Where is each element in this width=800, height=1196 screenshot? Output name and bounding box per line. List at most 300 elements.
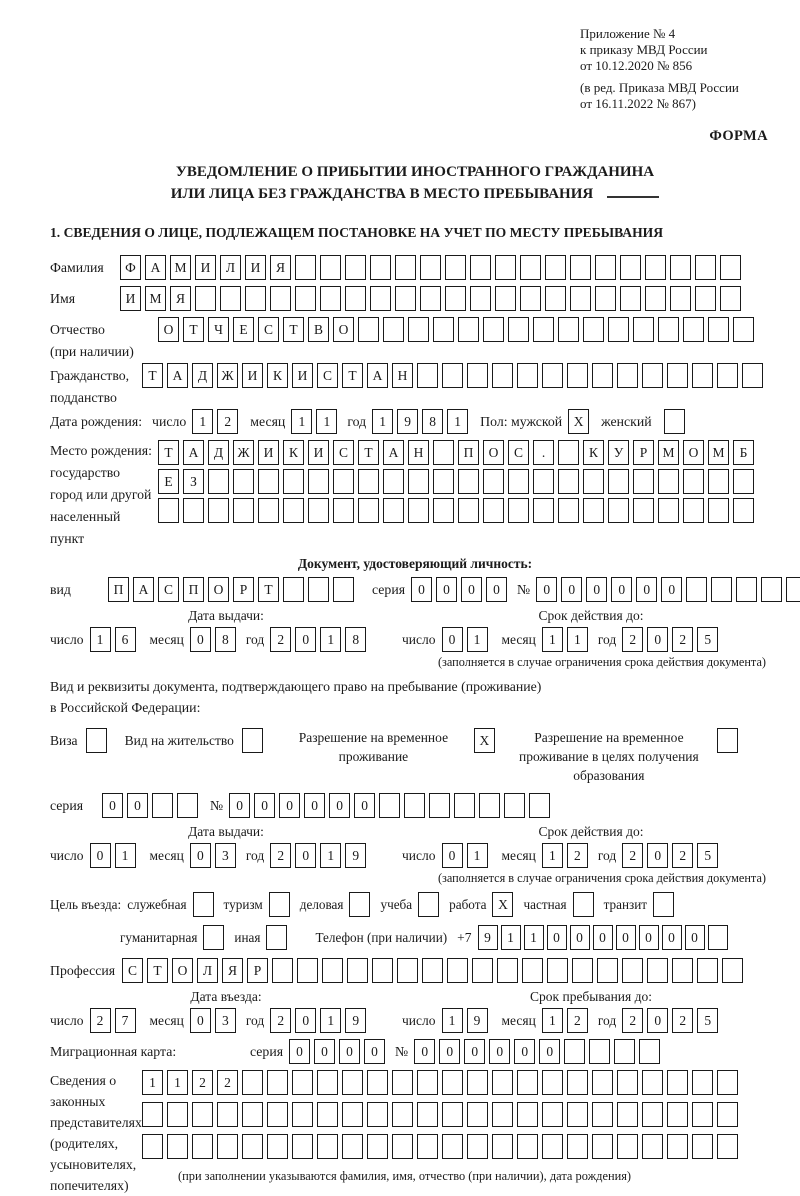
purpose-business-checkbox bbox=[349, 892, 370, 917]
char-cell bbox=[458, 317, 479, 342]
char-cell bbox=[442, 1102, 463, 1127]
surname-label: Фамилия bbox=[50, 260, 104, 275]
char-cell: 1 bbox=[524, 925, 544, 950]
identity-doc-heading: Документ, удостоверяющий личность: bbox=[297, 556, 533, 571]
char-cell: О bbox=[483, 440, 504, 465]
char-cell: 1 bbox=[316, 409, 337, 434]
char-cell: 6 bbox=[115, 627, 136, 652]
char-cell bbox=[533, 498, 554, 523]
entry-date-group bbox=[50, 1008, 402, 1033]
char-cell bbox=[333, 469, 354, 494]
residence-doc-options bbox=[50, 728, 780, 785]
issue-year-label: год bbox=[245, 632, 265, 647]
char-cell: К bbox=[583, 440, 604, 465]
char-cell: С bbox=[122, 958, 143, 983]
char-cell bbox=[317, 1134, 338, 1159]
char-cell: А bbox=[367, 363, 388, 388]
residence-expiry-month-cells bbox=[542, 843, 592, 868]
ref-line-3: от 10.12.2020 № 856 bbox=[580, 58, 693, 73]
migration-number-label: № bbox=[395, 1044, 409, 1059]
stay-until-title: Срок пребывания до: bbox=[530, 989, 652, 1004]
char-cell: О bbox=[158, 317, 179, 342]
char-cell bbox=[717, 1102, 738, 1127]
char-cell bbox=[508, 469, 529, 494]
char-cell bbox=[658, 469, 679, 494]
char-cell bbox=[320, 255, 341, 280]
char-cell: 0 bbox=[570, 925, 590, 950]
surname-row bbox=[50, 255, 780, 280]
birth-place-cells-row-2 bbox=[158, 469, 758, 494]
char-cell: 1 bbox=[142, 1070, 163, 1095]
char-cell bbox=[167, 1134, 188, 1159]
char-cell bbox=[192, 1134, 213, 1159]
patronymic-label-line: Отчество bbox=[50, 322, 105, 337]
char-cell bbox=[720, 286, 741, 311]
char-cell: Е bbox=[158, 469, 179, 494]
char-cell: Е bbox=[233, 317, 254, 342]
char-cell: О bbox=[208, 577, 229, 602]
char-cell bbox=[372, 958, 393, 983]
residence-series-label: серия bbox=[50, 798, 84, 813]
issue-month-label: месяц bbox=[149, 632, 184, 647]
char-cell: 2 bbox=[672, 1008, 693, 1033]
char-cell bbox=[283, 469, 304, 494]
phone-prefix: +7 bbox=[457, 930, 472, 945]
char-cell bbox=[595, 255, 616, 280]
residence-issue-day-cells bbox=[90, 843, 140, 868]
temp-residence-permit-checkbox: X bbox=[474, 728, 495, 753]
char-cell: 0 bbox=[436, 577, 457, 602]
char-cell bbox=[433, 469, 454, 494]
patronymic-label bbox=[50, 317, 158, 361]
char-cell: 1 bbox=[467, 627, 488, 652]
char-cell bbox=[533, 317, 554, 342]
char-cell bbox=[495, 255, 516, 280]
char-cell bbox=[492, 1134, 513, 1159]
char-cell bbox=[467, 1070, 488, 1095]
char-cell: 0 bbox=[442, 843, 463, 868]
residence-doc-intro-line-2: в Российской Федерации: bbox=[50, 700, 201, 715]
form-title-line-2-text: ИЛИ ЛИЦА БЕЗ ГРАЖДАНСТВА В МЕСТО ПРЕБЫВАНИЯ bbox=[170, 186, 594, 202]
expiry-month-label: месяц bbox=[501, 632, 536, 647]
birth-place-cells-row-1 bbox=[158, 440, 758, 465]
purpose-study-label: учеба bbox=[380, 897, 413, 912]
residence-number-cells bbox=[229, 793, 554, 818]
char-cell bbox=[508, 498, 529, 523]
char-cell bbox=[467, 1102, 488, 1127]
char-cell: . bbox=[533, 440, 554, 465]
char-cell: А bbox=[183, 440, 204, 465]
char-cell: С bbox=[258, 317, 279, 342]
issue-month-cells bbox=[190, 627, 240, 652]
char-cell: К bbox=[283, 440, 304, 465]
representatives-cells-row-3 bbox=[142, 1134, 742, 1159]
char-cell bbox=[722, 958, 743, 983]
char-cell bbox=[417, 1102, 438, 1127]
char-cell: 1 bbox=[467, 843, 488, 868]
patronymic-row bbox=[50, 317, 780, 361]
char-cell: 9 bbox=[345, 1008, 366, 1033]
char-cell bbox=[592, 1070, 613, 1095]
char-cell bbox=[692, 1102, 713, 1127]
birth-place-rows bbox=[158, 440, 758, 550]
representatives-label-2: законных bbox=[50, 1094, 106, 1109]
char-cell bbox=[683, 469, 704, 494]
char-cell: 0 bbox=[647, 1008, 668, 1033]
form-title-line-1: УВЕДОМЛЕНИЕ О ПРИБЫТИИ ИНОСТРАННОГО ГРАЖДАНИНА bbox=[175, 164, 655, 180]
stay-year-cells bbox=[622, 1008, 722, 1033]
char-cell: А bbox=[167, 363, 188, 388]
char-cell: 0 bbox=[539, 1039, 560, 1064]
birth-place-label-4: населенный пункт bbox=[50, 509, 121, 546]
residence-issue-day-label: число bbox=[50, 848, 84, 863]
char-cell bbox=[617, 1134, 638, 1159]
char-cell bbox=[572, 958, 593, 983]
char-cell bbox=[642, 1102, 663, 1127]
char-cell bbox=[620, 286, 641, 311]
char-cell: 0 bbox=[647, 627, 668, 652]
char-cell: 0 bbox=[339, 1039, 360, 1064]
char-cell: Л bbox=[197, 958, 218, 983]
char-cell: 0 bbox=[127, 793, 148, 818]
char-cell bbox=[208, 469, 229, 494]
purpose-work-label: работа bbox=[449, 897, 487, 912]
doc-series-cells bbox=[411, 577, 511, 602]
char-cell: 0 bbox=[364, 1039, 385, 1064]
char-cell bbox=[667, 1102, 688, 1127]
char-cell: 1 bbox=[167, 1070, 188, 1095]
char-cell bbox=[397, 958, 418, 983]
issue-date-title: Дата выдачи: bbox=[188, 608, 264, 623]
char-cell: 0 bbox=[439, 1039, 460, 1064]
char-cell bbox=[686, 577, 707, 602]
char-cell bbox=[195, 286, 216, 311]
char-cell: Д bbox=[192, 363, 213, 388]
char-cell bbox=[567, 363, 588, 388]
expiry-year-label: год bbox=[597, 632, 617, 647]
char-cell bbox=[733, 469, 754, 494]
char-cell bbox=[370, 255, 391, 280]
representatives-label-5: усыновителях, bbox=[50, 1157, 137, 1172]
char-cell: Ж bbox=[233, 440, 254, 465]
entry-purpose-row-2 bbox=[50, 925, 780, 950]
char-cell: Р bbox=[233, 577, 254, 602]
char-cell bbox=[322, 958, 343, 983]
char-cell bbox=[692, 1134, 713, 1159]
char-cell bbox=[333, 498, 354, 523]
migration-series-label: серия bbox=[250, 1044, 284, 1059]
char-cell bbox=[542, 1102, 563, 1127]
char-cell bbox=[295, 286, 316, 311]
char-cell: 0 bbox=[354, 793, 375, 818]
char-cell bbox=[614, 1039, 635, 1064]
char-cell bbox=[742, 363, 763, 388]
char-cell: Т bbox=[358, 440, 379, 465]
char-cell: 0 bbox=[514, 1039, 535, 1064]
char-cell bbox=[483, 469, 504, 494]
entry-date-title: Дата въезда: bbox=[190, 989, 262, 1004]
residence-doc-intro-line-1: Вид и реквизиты документа, подтверждающего право на пребывание (проживание) bbox=[50, 679, 542, 694]
char-cell bbox=[529, 793, 550, 818]
char-cell bbox=[708, 925, 728, 950]
char-cell: Н bbox=[392, 363, 413, 388]
citizenship-cells bbox=[142, 363, 767, 388]
birth-day-cells bbox=[192, 409, 242, 434]
char-cell bbox=[595, 286, 616, 311]
char-cell bbox=[370, 286, 391, 311]
char-cell bbox=[517, 1134, 538, 1159]
char-cell bbox=[192, 1102, 213, 1127]
char-cell bbox=[447, 958, 468, 983]
char-cell bbox=[283, 498, 304, 523]
char-cell bbox=[583, 469, 604, 494]
char-cell bbox=[142, 1102, 163, 1127]
migration-card-label: Миграционная карта: bbox=[50, 1044, 177, 1059]
char-cell bbox=[208, 498, 229, 523]
char-cell bbox=[272, 958, 293, 983]
char-cell: 1 bbox=[501, 925, 521, 950]
purpose-official-checkbox bbox=[193, 892, 214, 917]
char-cell: В bbox=[308, 317, 329, 342]
char-cell: 7 bbox=[115, 1008, 136, 1033]
char-cell: П bbox=[183, 577, 204, 602]
char-cell bbox=[692, 1070, 713, 1095]
char-cell bbox=[395, 255, 416, 280]
char-cell: 2 bbox=[567, 1008, 588, 1033]
char-cell: 3 bbox=[215, 1008, 236, 1033]
entry-year-label: год bbox=[245, 1013, 265, 1028]
char-cell: 0 bbox=[442, 627, 463, 652]
char-cell: 1 bbox=[542, 843, 563, 868]
char-cell bbox=[542, 363, 563, 388]
char-cell: 0 bbox=[486, 577, 507, 602]
char-cell: Т bbox=[142, 363, 163, 388]
char-cell bbox=[733, 498, 754, 523]
char-cell bbox=[320, 286, 341, 311]
char-cell bbox=[367, 1070, 388, 1095]
purpose-tourism-checkbox bbox=[269, 892, 290, 917]
purpose-official-label: служебная bbox=[127, 897, 187, 912]
residence-issue-month-label: месяц bbox=[149, 848, 184, 863]
char-cell bbox=[308, 469, 329, 494]
char-cell: И bbox=[245, 255, 266, 280]
char-cell bbox=[642, 1134, 663, 1159]
char-cell: 2 bbox=[567, 843, 588, 868]
char-cell: 0 bbox=[536, 577, 557, 602]
char-cell: 1 bbox=[192, 409, 213, 434]
representatives-label-3: представителях bbox=[50, 1115, 142, 1130]
char-cell bbox=[454, 793, 475, 818]
gender-male-label: Пол: мужской bbox=[480, 414, 563, 429]
doc-number-cells bbox=[536, 577, 800, 602]
char-cell bbox=[670, 286, 691, 311]
temp-residence-education-label: Разрешение на временное проживание в целях получения образования bbox=[519, 730, 699, 783]
char-cell: П bbox=[458, 440, 479, 465]
ref-edition-line-1: (в ред. Приказа МВД России bbox=[580, 80, 739, 95]
birth-place-label-3: город или другой bbox=[50, 487, 152, 502]
expiry-date-group bbox=[402, 627, 780, 652]
char-cell bbox=[592, 363, 613, 388]
char-cell bbox=[292, 1134, 313, 1159]
char-cell: 0 bbox=[314, 1039, 335, 1064]
representatives-labels bbox=[50, 1070, 142, 1196]
char-cell bbox=[645, 255, 666, 280]
char-cell bbox=[383, 317, 404, 342]
representatives-block bbox=[50, 1070, 780, 1196]
char-cell bbox=[545, 255, 566, 280]
char-cell: Я bbox=[270, 255, 291, 280]
char-cell: С bbox=[508, 440, 529, 465]
migration-series-cells bbox=[289, 1039, 389, 1064]
char-cell bbox=[617, 1070, 638, 1095]
char-cell bbox=[317, 1102, 338, 1127]
char-cell bbox=[708, 317, 729, 342]
char-cell: Р bbox=[247, 958, 268, 983]
char-cell: Д bbox=[208, 440, 229, 465]
char-cell bbox=[152, 793, 173, 818]
char-cell bbox=[295, 255, 316, 280]
residence-expiry-year-label: год bbox=[597, 848, 617, 863]
representatives-cells-row-2 bbox=[142, 1102, 742, 1127]
char-cell bbox=[342, 1070, 363, 1095]
char-cell bbox=[345, 286, 366, 311]
char-cell bbox=[379, 793, 400, 818]
char-cell: 1 bbox=[372, 409, 393, 434]
char-cell bbox=[367, 1102, 388, 1127]
char-cell: Я bbox=[222, 958, 243, 983]
char-cell: 2 bbox=[270, 1008, 291, 1033]
char-cell bbox=[217, 1102, 238, 1127]
char-cell bbox=[283, 577, 304, 602]
citizenship-label-line-2: подданство bbox=[50, 390, 117, 405]
residence-issue-title: Дата выдачи: bbox=[188, 824, 264, 839]
char-cell bbox=[558, 498, 579, 523]
char-cell: 9 bbox=[478, 925, 498, 950]
char-cell bbox=[408, 469, 429, 494]
purpose-tourism-label: туризм bbox=[223, 897, 263, 912]
representatives-label-4: (родителях, bbox=[50, 1136, 119, 1151]
char-cell bbox=[342, 1102, 363, 1127]
char-cell bbox=[167, 1102, 188, 1127]
char-cell bbox=[558, 469, 579, 494]
char-cell bbox=[520, 255, 541, 280]
purpose-private-checkbox bbox=[573, 892, 594, 917]
char-cell bbox=[508, 317, 529, 342]
identity-doc-dates bbox=[50, 608, 780, 670]
char-cell: И bbox=[242, 363, 263, 388]
char-cell: 5 bbox=[697, 1008, 718, 1033]
char-cell bbox=[617, 1102, 638, 1127]
char-cell: 0 bbox=[329, 793, 350, 818]
char-cell bbox=[467, 1134, 488, 1159]
char-cell: 2 bbox=[217, 409, 238, 434]
char-cell bbox=[717, 363, 738, 388]
char-cell bbox=[683, 498, 704, 523]
char-cell bbox=[533, 469, 554, 494]
entry-purpose-label: Цель въезда: bbox=[50, 897, 122, 912]
residence-expiry-title: Срок действия до: bbox=[538, 824, 644, 839]
char-cell bbox=[367, 1134, 388, 1159]
char-cell bbox=[267, 1070, 288, 1095]
char-cell: О bbox=[172, 958, 193, 983]
ref-line-2: к приказу МВД России bbox=[580, 42, 708, 57]
char-cell: 0 bbox=[279, 793, 300, 818]
char-cell bbox=[183, 498, 204, 523]
birth-month-label: месяц bbox=[250, 414, 286, 429]
char-cell: С bbox=[317, 363, 338, 388]
char-cell: А bbox=[145, 255, 166, 280]
representatives-rows bbox=[142, 1070, 742, 1196]
char-cell: 0 bbox=[639, 925, 659, 950]
char-cell: 2 bbox=[270, 843, 291, 868]
char-cell: 0 bbox=[190, 627, 211, 652]
char-cell: З bbox=[183, 469, 204, 494]
char-cell: 0 bbox=[662, 925, 682, 950]
migration-number-cells bbox=[414, 1039, 664, 1064]
char-cell bbox=[392, 1102, 413, 1127]
entry-purpose-row-1 bbox=[50, 892, 780, 917]
char-cell bbox=[420, 286, 441, 311]
char-cell: 1 bbox=[447, 409, 468, 434]
gender-male-checkbox: X bbox=[568, 409, 589, 434]
birth-year-cells bbox=[372, 409, 472, 434]
char-cell: 0 bbox=[647, 843, 668, 868]
char-cell: 1 bbox=[291, 409, 312, 434]
birth-place-block bbox=[50, 440, 780, 550]
char-cell bbox=[358, 469, 379, 494]
char-cell bbox=[308, 498, 329, 523]
entry-month-label: месяц bbox=[149, 1013, 184, 1028]
temp-residence-permit-label: Разрешение на временное проживание bbox=[298, 730, 449, 764]
char-cell bbox=[695, 255, 716, 280]
char-cell bbox=[483, 498, 504, 523]
char-cell bbox=[258, 498, 279, 523]
char-cell bbox=[245, 286, 266, 311]
char-cell bbox=[667, 363, 688, 388]
char-cell bbox=[317, 1070, 338, 1095]
char-cell bbox=[433, 498, 454, 523]
char-cell bbox=[495, 286, 516, 311]
char-cell bbox=[683, 317, 704, 342]
char-cell bbox=[642, 1070, 663, 1095]
char-cell bbox=[558, 440, 579, 465]
char-cell bbox=[242, 1070, 263, 1095]
expiry-date-title: Срок действия до: bbox=[538, 608, 644, 623]
char-cell bbox=[408, 317, 429, 342]
residence-doc-dates bbox=[50, 824, 780, 886]
char-cell: 0 bbox=[685, 925, 705, 950]
char-cell bbox=[267, 1102, 288, 1127]
char-cell bbox=[761, 577, 782, 602]
residence-permit-card-label: Вид на жительство bbox=[124, 733, 234, 748]
char-cell bbox=[620, 255, 641, 280]
doc-series-label: серия bbox=[372, 582, 406, 597]
char-cell: 0 bbox=[229, 793, 250, 818]
char-cell bbox=[492, 363, 513, 388]
residence-series-cells bbox=[102, 793, 202, 818]
char-cell: 0 bbox=[90, 843, 111, 868]
char-cell bbox=[442, 1134, 463, 1159]
form-title bbox=[50, 161, 780, 205]
gender-female-label: женский bbox=[601, 414, 652, 429]
char-cell bbox=[567, 1102, 588, 1127]
char-cell: 1 bbox=[90, 627, 111, 652]
char-cell: 8 bbox=[422, 409, 443, 434]
char-cell bbox=[545, 286, 566, 311]
char-cell bbox=[542, 1134, 563, 1159]
char-cell: 9 bbox=[397, 409, 418, 434]
citizenship-label bbox=[50, 363, 142, 407]
